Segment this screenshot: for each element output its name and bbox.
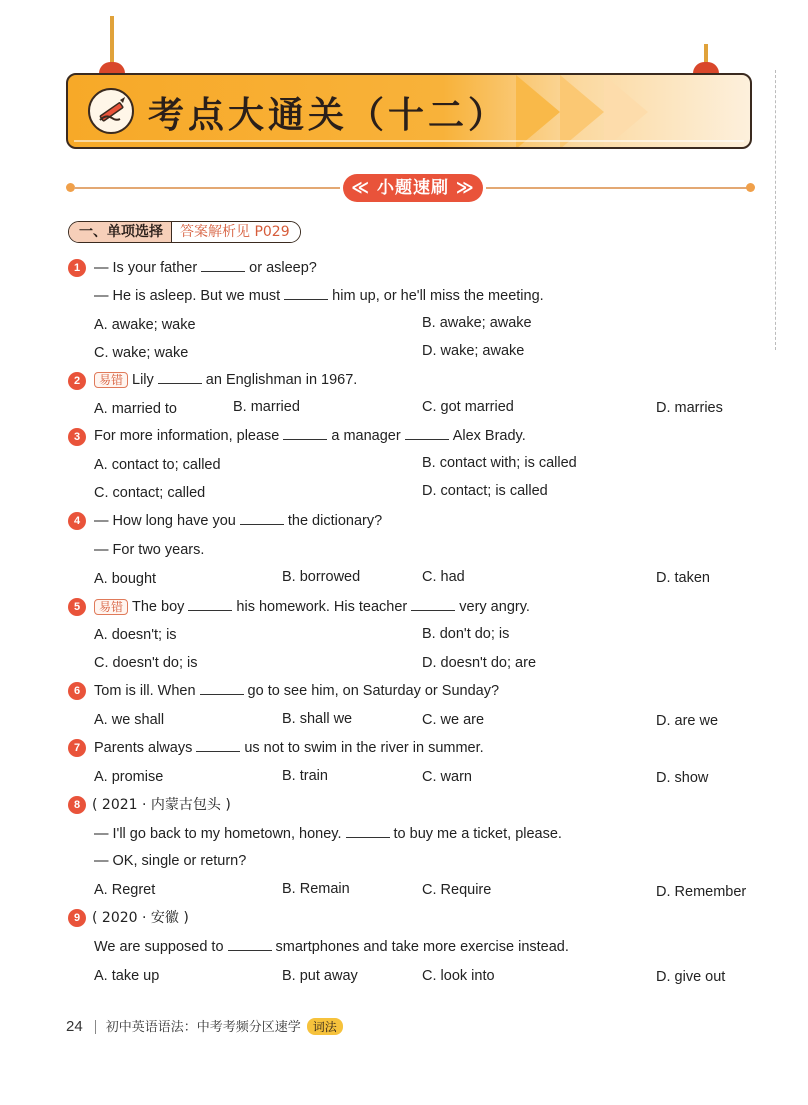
question-number: 8 bbox=[68, 796, 86, 814]
question-stem bbox=[94, 259, 317, 277]
option-a[interactable]: A. promise bbox=[94, 769, 164, 785]
option-c[interactable]: C. look into bbox=[422, 968, 495, 984]
option-b[interactable]: B. train bbox=[282, 768, 328, 784]
stem-text: go to see him, on Saturday or Sunday? bbox=[247, 683, 500, 699]
banner-chevron bbox=[560, 75, 604, 149]
option-d[interactable]: D. are we bbox=[656, 713, 719, 729]
answer-blank bbox=[200, 682, 244, 695]
stem-text: the dictionary? bbox=[287, 513, 383, 529]
question-stem bbox=[94, 541, 204, 559]
question-stem bbox=[94, 739, 484, 757]
option-b[interactable]: B. awake; awake bbox=[422, 315, 532, 331]
question-stem bbox=[94, 598, 530, 616]
divider-line-right bbox=[486, 187, 748, 189]
option-a[interactable]: A. bought bbox=[94, 571, 157, 587]
question-number: 2 bbox=[68, 372, 86, 390]
section-heading: ≪ 小题速刷 ≫ bbox=[343, 174, 483, 202]
question-stem bbox=[94, 512, 382, 530]
answer-blank bbox=[158, 371, 202, 384]
stem-text: very angry. bbox=[459, 599, 530, 615]
footer-divider bbox=[95, 1020, 96, 1034]
stem-text: — He is asleep. But we must bbox=[94, 288, 281, 304]
question-source: ( 2021 · 内蒙古包头 ) bbox=[92, 797, 231, 813]
answer-blank bbox=[188, 598, 232, 611]
option-d[interactable]: D. wake; awake bbox=[422, 343, 525, 359]
banner-underline bbox=[74, 140, 744, 142]
answer-blank bbox=[283, 427, 327, 440]
option-d[interactable]: D. marries bbox=[656, 400, 723, 416]
option-a[interactable]: A. married to bbox=[94, 401, 177, 417]
question-number: 6 bbox=[68, 682, 86, 700]
stem-text: a manager bbox=[331, 428, 401, 444]
stem-text: — How long have you bbox=[94, 513, 236, 529]
question-number: 7 bbox=[68, 739, 86, 757]
stem-text: — OK, single or return? bbox=[94, 853, 247, 869]
error-prone-tag: 易错 bbox=[94, 372, 128, 388]
stem-text: an Englishman in 1967. bbox=[205, 372, 358, 388]
question-number: 4 bbox=[68, 512, 86, 530]
divider-line-left bbox=[74, 187, 340, 189]
stem-text: smartphones and take more exercise instead. bbox=[275, 939, 569, 955]
question-stem bbox=[94, 852, 246, 870]
banner-pin-left-stick bbox=[110, 16, 114, 66]
stem-text: The boy bbox=[132, 599, 185, 615]
option-a[interactable]: A. Regret bbox=[94, 882, 156, 898]
option-a[interactable]: A. take up bbox=[94, 968, 160, 984]
question-source: ( 2020 · 安徽 ) bbox=[92, 910, 189, 926]
option-c[interactable]: C. contact; called bbox=[94, 485, 206, 501]
question-stem bbox=[94, 371, 357, 389]
option-c[interactable]: C. Require bbox=[422, 882, 492, 898]
option-d[interactable]: D. Remember bbox=[656, 884, 747, 900]
stem-text: us not to swim in the river in summer. bbox=[244, 740, 484, 756]
option-c[interactable]: C. had bbox=[422, 569, 465, 585]
option-b[interactable]: B. contact with; is called bbox=[422, 455, 577, 471]
page-footer bbox=[66, 1016, 343, 1035]
stem-text: — For two years. bbox=[94, 542, 205, 558]
stem-text: him up, or he'll miss the meeting. bbox=[332, 288, 544, 304]
question-stem bbox=[94, 938, 569, 956]
part-title: 一、单项选择 bbox=[69, 222, 172, 242]
stem-text: Tom is ill. When bbox=[94, 683, 196, 699]
book-title: 初中英语语法：中考考频分区速学 bbox=[105, 1020, 301, 1035]
category-badge: 词法 bbox=[307, 1018, 343, 1035]
option-b[interactable]: B. Remain bbox=[282, 881, 350, 897]
part-label-tag bbox=[68, 221, 301, 243]
page-edge-divider bbox=[775, 70, 777, 350]
banner-chevron bbox=[516, 75, 560, 149]
option-d[interactable]: D. contact; is called bbox=[422, 483, 548, 499]
option-d[interactable]: D. give out bbox=[656, 969, 726, 985]
error-prone-tag: 易错 bbox=[94, 599, 128, 615]
option-b[interactable]: B. don't do; is bbox=[422, 626, 510, 642]
answer-blank bbox=[405, 427, 449, 440]
question-stem bbox=[94, 427, 526, 445]
answer-blank bbox=[196, 739, 240, 752]
stem-text: We are supposed to bbox=[94, 939, 224, 955]
page-title: 考点大通关（十二） bbox=[148, 95, 509, 136]
option-d[interactable]: D. show bbox=[656, 770, 709, 786]
divider-dot bbox=[746, 183, 755, 192]
stem-text: For more information, please bbox=[94, 428, 280, 444]
answer-blank bbox=[284, 287, 328, 300]
option-a[interactable]: A. awake; wake bbox=[94, 317, 196, 333]
pencil-hand-icon bbox=[88, 88, 134, 134]
stem-text: Alex Brady. bbox=[452, 428, 526, 444]
banner-chevron bbox=[604, 75, 648, 149]
option-c[interactable]: C. got married bbox=[422, 399, 514, 415]
stem-text: his homework. His teacher bbox=[236, 599, 408, 615]
option-b[interactable]: B. married bbox=[233, 399, 300, 415]
option-c[interactable]: C. doesn't do; is bbox=[94, 655, 198, 671]
stem-text: — I'll go back to my hometown, honey. bbox=[94, 826, 342, 842]
option-b[interactable]: B. borrowed bbox=[282, 569, 361, 585]
answer-reference: 答案解析见 P029 bbox=[172, 222, 300, 242]
option-c[interactable]: C. we are bbox=[422, 712, 485, 728]
option-b[interactable]: B. put away bbox=[282, 968, 358, 984]
header-banner bbox=[66, 73, 752, 149]
answer-blank bbox=[228, 938, 272, 951]
question-stem bbox=[94, 825, 562, 843]
stem-text: — Is your father bbox=[94, 260, 198, 276]
question-number: 3 bbox=[68, 428, 86, 446]
question-number: 5 bbox=[68, 598, 86, 616]
answer-blank bbox=[411, 598, 455, 611]
page-number: 24 bbox=[66, 1018, 83, 1035]
answer-blank bbox=[240, 512, 284, 525]
question-number: 9 bbox=[68, 909, 86, 927]
answer-blank bbox=[201, 259, 245, 272]
question-stem bbox=[94, 682, 499, 700]
stem-text: to buy me a ticket, please. bbox=[393, 826, 562, 842]
answer-blank bbox=[346, 825, 390, 838]
option-a[interactable]: A. we shall bbox=[94, 712, 165, 728]
option-d[interactable]: D. taken bbox=[656, 570, 710, 586]
option-a[interactable]: A. contact to; called bbox=[94, 457, 221, 473]
option-d[interactable]: D. doesn't do; are bbox=[422, 655, 537, 671]
stem-text: or asleep? bbox=[249, 260, 317, 276]
option-b[interactable]: B. shall we bbox=[282, 711, 353, 727]
stem-text: Lily bbox=[132, 372, 154, 388]
option-a[interactable]: A. doesn't; is bbox=[94, 627, 177, 643]
question-stem bbox=[94, 287, 544, 305]
question-number: 1 bbox=[68, 259, 86, 277]
option-c[interactable]: C. warn bbox=[422, 769, 472, 785]
stem-text: Parents always bbox=[94, 740, 193, 756]
option-c[interactable]: C. wake; wake bbox=[94, 345, 189, 361]
